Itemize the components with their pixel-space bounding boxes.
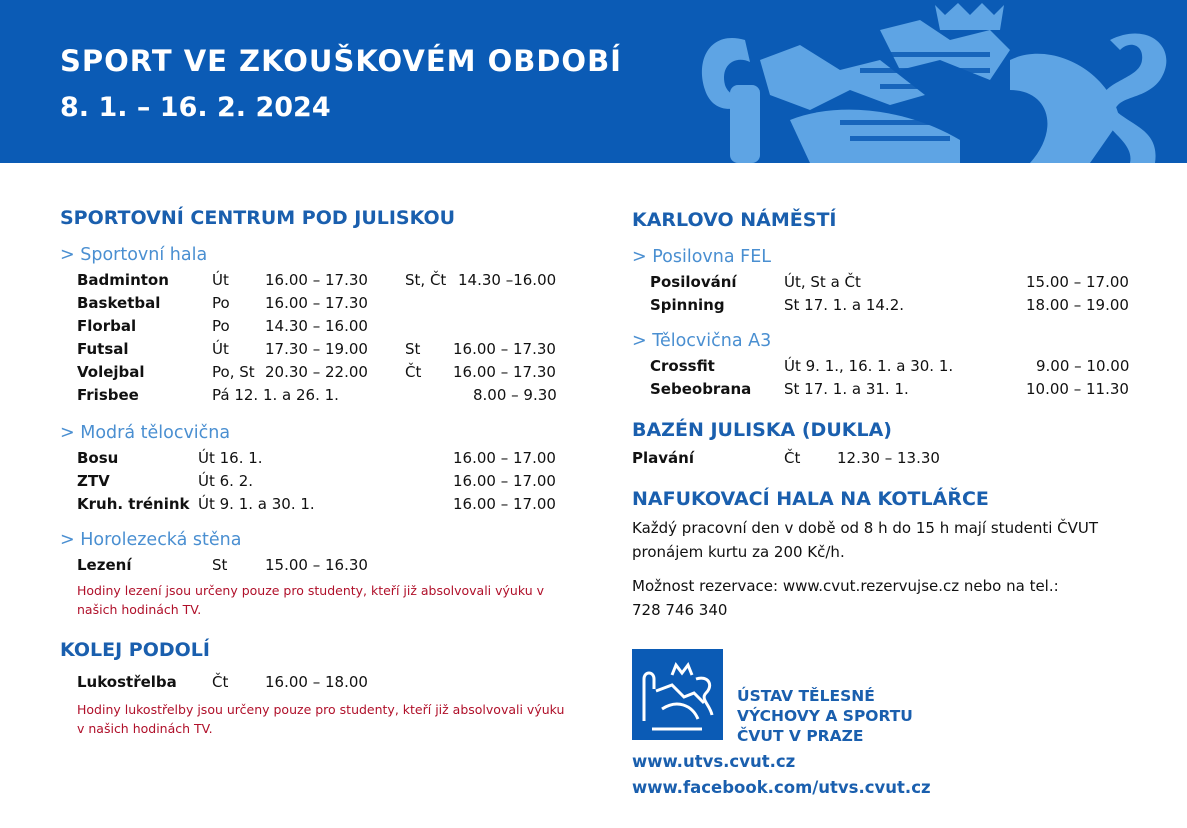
subheading-sportovni-hala: > Sportovní hala [60, 245, 208, 265]
table-row: Florbal Po 14.30 – 16.00 [77, 317, 368, 335]
section-heading-kotlarka: NAFUKOVACÍ HALA NA KOTLÁŘCE [632, 488, 989, 510]
table-row: Badminton Út 16.00 – 17.30 St, Čt 14.30 –16.00 [77, 271, 557, 289]
table-row: Posilování Út, St a Čt 15.00 – 17.00 [650, 273, 1129, 291]
table-row: Bosu Út 16. 1. 16.00 – 17.00 [77, 449, 556, 467]
table-row: Lukostřelba Čt 16.00 – 18.00 [77, 673, 368, 691]
subheading-horolezecka-stena: > Horolezecká stěna [60, 530, 242, 550]
section-heading-juliska: SPORTOVNÍ CENTRUM POD JULISKOU [60, 207, 456, 229]
table-row: Futsal Út 17.30 – 19.00 St 16.00 – 17.30 [77, 340, 556, 358]
page-title: SPORT VE ZKOUŠKOVÉM OBDOBÍ [60, 44, 622, 78]
table-row: Frisbee Pá 12. 1. a 26. 1. 8.00 – 9.30 [77, 386, 557, 404]
kotlarka-info: Každý pracovní den v době od 8 h do 15 h mají studenti ČVUT pronájem kurtu za 200 Kč/h. [632, 519, 1099, 561]
note-lezeni: Hodiny lezení jsou určeny pouze pro studenty, kteří již absolvovali výuku v našich hodinách TV. [77, 583, 544, 617]
subheading-telocvicna-a3: > Tělocvična A3 [632, 331, 772, 351]
table-row: Plavání Čt 12.30 – 13.30 [632, 449, 940, 467]
facebook-link[interactable]: www.facebook.com/utvs.cvut.cz [632, 778, 931, 797]
subheading-posilovna-fel: > Posilovna FEL [632, 247, 772, 267]
table-row: Kruh. trénink Út 9. 1. a 30. 1. 16.00 – 17.00 [77, 495, 556, 513]
kotlarka-reservation: Možnost rezervace: www.cvut.rezervujse.cz nebo na tel.: 728 746 340 [632, 577, 1059, 619]
schedule-table-hala [60, 271, 580, 409]
table-row: Basketbal Po 16.00 – 17.30 [77, 294, 368, 312]
section-heading-bazen: BAZÉN JULISKA (DUKLA) [632, 419, 892, 441]
schedule-table-modra [60, 449, 580, 518]
note-lukostrelba: Hodiny lukostřelby jsou určeny pouze pro studenty, kteří již absolvovali výuku v našich hodinách TV. [77, 702, 565, 736]
right-column [632, 209, 1152, 622]
schedule-table-a3 [632, 357, 1152, 403]
table-row: Lezení St 15.00 – 16.30 [77, 556, 368, 574]
header-banner [0, 0, 1187, 163]
table-row: Spinning St 17. 1. a 14.2. 18.00 – 19.00 [650, 296, 1129, 314]
table-row: Crossfit Út 9. 1., 16. 1. a 30. 1. 9.00 – 10.00 [650, 357, 1130, 375]
table-row: ZTV Út 6. 2. 16.00 – 17.00 [77, 472, 556, 490]
table-row: Sebeobrana St 17. 1. a 31. 1. 10.00 – 11.30 [650, 380, 1129, 398]
section-heading-podoli: KOLEJ PODOLÍ [60, 639, 210, 661]
table-row: Volejbal Po, St 20.30 – 22.00 Čt 16.00 – 17.30 [77, 363, 556, 381]
schedule-table-fel [632, 273, 1152, 319]
date-range: 8. 1. – 16. 2. 2024 [60, 92, 331, 123]
subheading-modra-telocvicna: > Modrá tělocvična [60, 423, 231, 443]
cvut-lion-emblem-icon [690, 0, 1187, 163]
section-heading-karlovo: KARLOVO NÁMĚSTÍ [632, 209, 837, 231]
website-link[interactable]: www.utvs.cvut.cz [632, 752, 796, 771]
org-name: ÚSTAV TĚLESNÉ VÝCHOVY A SPORTU ČVUT V PRAZE [737, 687, 913, 745]
cvut-lion-logo-icon [632, 649, 723, 740]
left-column [60, 207, 580, 738]
